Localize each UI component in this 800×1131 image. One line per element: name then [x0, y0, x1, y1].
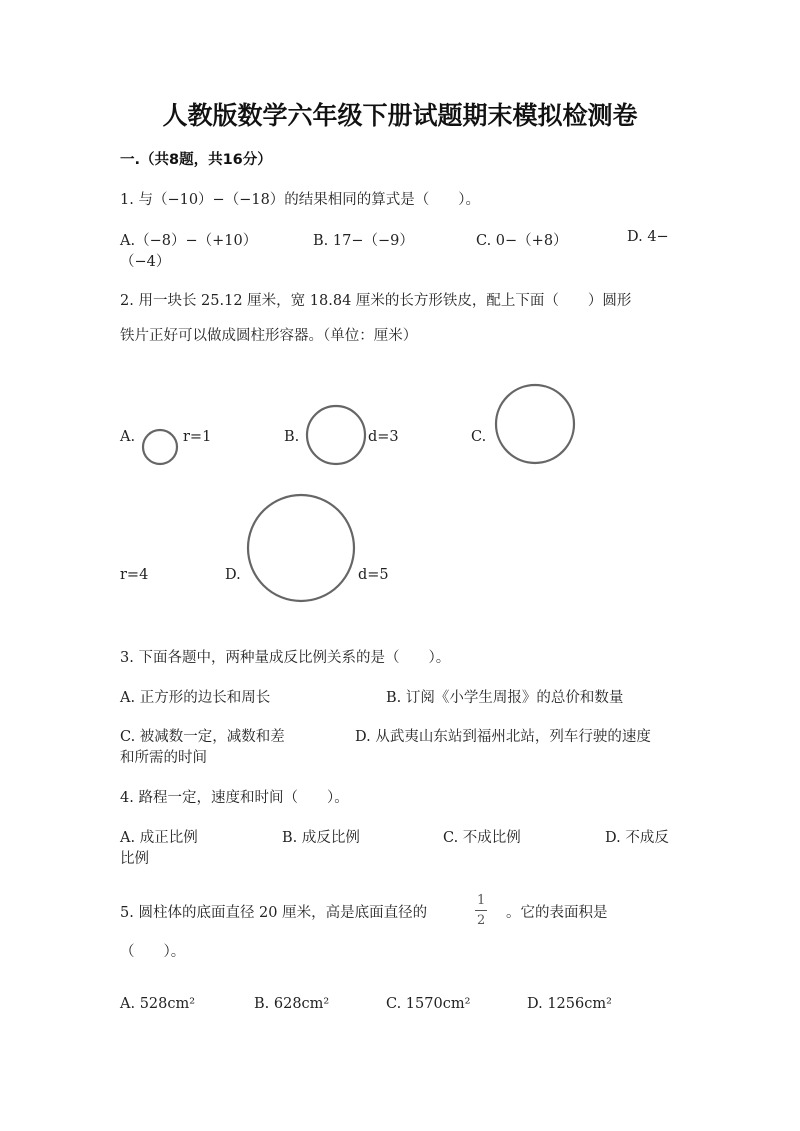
- question-5-option-b: B. 628cm²: [254, 996, 330, 1012]
- question-3-option-a: A. 正方形的边长和周长: [120, 690, 271, 706]
- section-header: 一.（共8题，共16分）: [120, 152, 272, 168]
- question-4-option-b: B. 成反比例: [282, 830, 360, 846]
- question-3-option-d-cont: 和所需的时间: [120, 750, 207, 766]
- circle-option-b: [307, 406, 365, 464]
- question-5-option-a: A. 528cm²: [120, 996, 196, 1012]
- question-1-option-c: C. 0−（+8）: [476, 233, 568, 249]
- question-2-option-a: A.: [120, 429, 136, 445]
- question-4-option-d-cont: 比例: [120, 851, 149, 867]
- fraction-denominator: 2: [477, 913, 486, 928]
- question-5-stem-line1: 5. 圆柱体的底面直径 20 厘米，高是底面直径的: [120, 905, 428, 921]
- question-2-stem-line1: 2. 用一块长 25.12 厘米，宽 18.84 厘米的长方形铁皮，配上下面（ ）圆形: [120, 293, 632, 309]
- circle-option-a: [143, 430, 177, 464]
- question-5-stem-line2: （ ）。: [120, 944, 186, 960]
- question-2-option-b: B.: [284, 429, 300, 445]
- question-3-stem: 3. 下面各题中，两种量成反比例关系的是（ ）。: [120, 650, 451, 666]
- question-5-stem-line1-end: 。它的表面积是: [506, 905, 608, 921]
- question-2-label-a: r=1: [183, 429, 212, 445]
- question-4-stem: 4. 路程一定，速度和时间（ ）。: [120, 790, 349, 806]
- question-3-option-d: D. 从武夷山东站到福州北站，列车行驶的速度: [355, 729, 651, 745]
- question-2-label-c: r=4: [120, 567, 149, 583]
- question-3-option-c: C. 被减数一定，减数和差: [120, 729, 285, 745]
- question-1-option-a: A.（−8）−（+10）: [120, 233, 258, 249]
- question-1-option-b: B. 17−（−9）: [313, 233, 414, 249]
- question-1-option-d-cont: （−4）: [120, 254, 171, 270]
- question-5-option-d: D. 1256cm²: [527, 996, 612, 1012]
- page-title: 人教版数学六年级下册试题期末模拟检测卷: [162, 101, 638, 130]
- question-2-stem-line2: 铁片正好可以做成圆柱形容器。（单位：厘米）: [120, 328, 418, 344]
- circle-option-c: [496, 385, 574, 463]
- circle-option-d: [248, 495, 354, 601]
- question-4-option-c: C. 不成比例: [443, 830, 521, 846]
- fraction-numerator: 1: [475, 894, 487, 911]
- question-1-stem: 1. 与（−10）−（−18）的结果相同的算式是（ ）。: [120, 192, 481, 208]
- question-2-option-c: C.: [471, 429, 487, 445]
- question-4-option-a: A. 成正比例: [120, 830, 198, 846]
- question-2-label-b: d=3: [368, 429, 399, 445]
- fraction-one-half: [475, 894, 487, 928]
- question-2-label-d: d=5: [358, 567, 389, 583]
- question-5-option-c: C. 1570cm²: [386, 996, 471, 1012]
- question-2-option-d: D.: [225, 567, 241, 583]
- question-4-option-d: D. 不成反: [605, 830, 669, 846]
- question-3-option-b: B. 订阅《小学生周报》的总价和数量: [386, 690, 624, 706]
- question-1-option-d: D. 4−: [627, 229, 669, 245]
